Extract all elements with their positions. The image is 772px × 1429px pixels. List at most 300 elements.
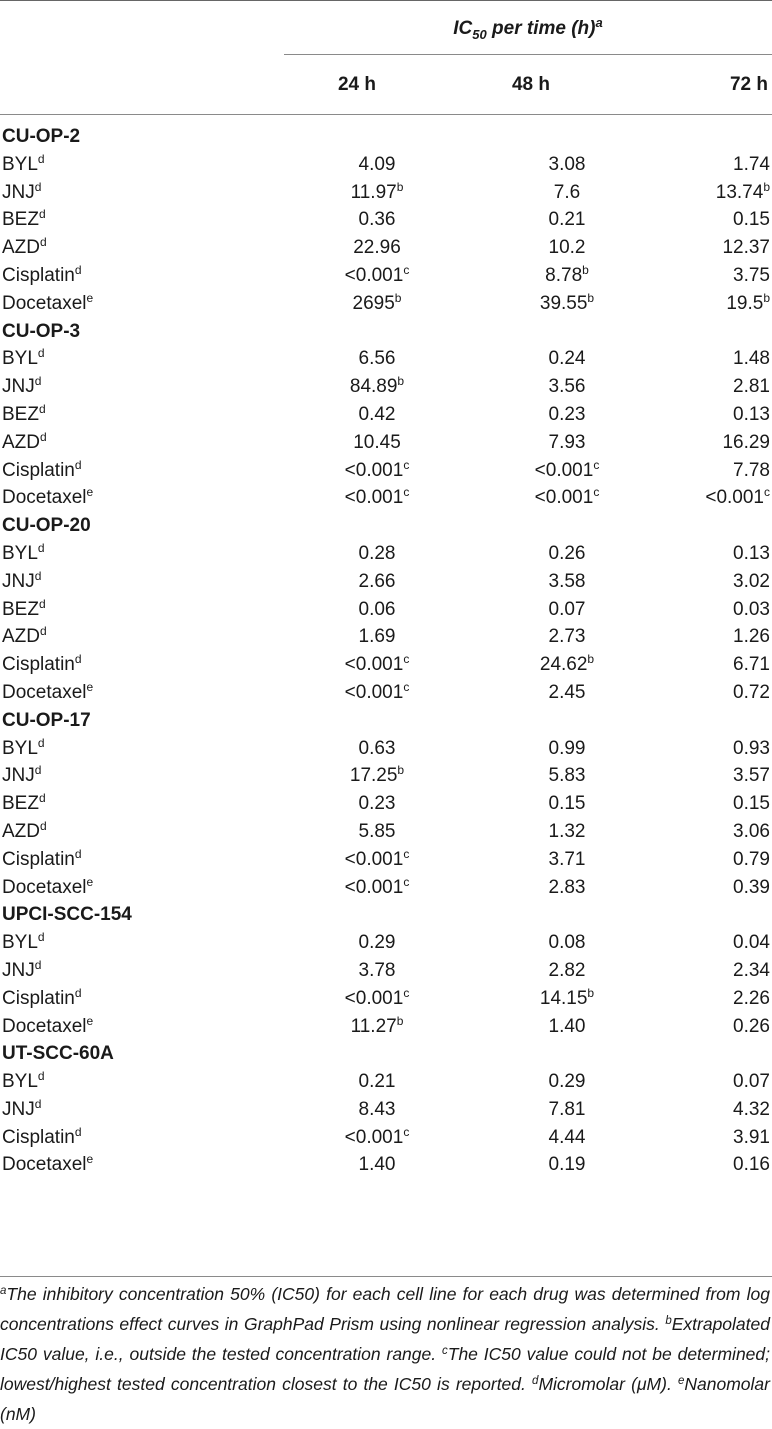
ic50-value: 3.06: [733, 820, 770, 842]
table-bottom-rule: [0, 1276, 772, 1277]
ic50-value: 3.58: [548, 570, 586, 592]
footnote-mark: b: [665, 1315, 672, 1327]
value-footnote-mark: b: [587, 290, 595, 305]
value-footnote-mark: b: [587, 652, 595, 667]
value-cell: [282, 985, 472, 1013]
ic50-value: 4.32: [733, 1098, 770, 1120]
table-body: [0, 123, 772, 1179]
value-cell: [282, 373, 472, 401]
ic50-value: 6.56: [358, 348, 396, 370]
section-row: [0, 123, 772, 151]
ic50-value: 2.66: [358, 570, 396, 592]
value-footnote-mark: b: [763, 290, 770, 305]
drug-label: [0, 345, 282, 373]
ic50-value: 11.97: [350, 181, 397, 203]
ic50-value: 3.08: [548, 153, 586, 175]
value-cell: [282, 651, 472, 679]
ic50-value: <0.001: [344, 487, 404, 509]
table-row: [0, 401, 772, 429]
drug-name: AZD: [2, 431, 40, 453]
table-row: [0, 790, 772, 818]
ic50-value: 6.71: [733, 654, 770, 676]
unit-footnote-mark: d: [34, 957, 42, 972]
drug-label: [0, 623, 282, 651]
ic50-value: 7.78: [733, 459, 770, 481]
value-cell: [282, 1151, 472, 1179]
unit-footnote-mark: d: [37, 346, 45, 361]
value-cell: [472, 762, 662, 790]
ic50-value: 2.73: [548, 626, 586, 648]
drug-label: [0, 790, 282, 818]
unit-footnote-mark: d: [74, 457, 82, 472]
table-row: [0, 290, 772, 318]
section-row: [0, 901, 772, 929]
ic50-value: <0.001: [344, 876, 404, 898]
ic50-value: 0.13: [733, 403, 770, 425]
drug-name: JNJ: [2, 765, 35, 787]
value-cell: [662, 373, 772, 401]
section-row: [0, 1040, 772, 1068]
value-cell: [282, 1068, 472, 1096]
drug-label: [0, 651, 282, 679]
ic50-value: 7.81: [548, 1098, 586, 1120]
ic50-value: 0.79: [733, 848, 770, 870]
drug-name: JNJ: [2, 959, 35, 981]
table-row: [0, 262, 772, 290]
value-cell: [662, 401, 772, 429]
value-footnote-mark: c: [593, 457, 600, 472]
unit-footnote-mark: d: [74, 652, 82, 667]
value-cell: [282, 1013, 472, 1041]
table-row: [0, 373, 772, 401]
value-cell: [282, 790, 472, 818]
table-row: [0, 1096, 772, 1124]
value-cell: [662, 206, 772, 234]
ic50-value: 0.63: [358, 737, 396, 759]
value-cell: [662, 1096, 772, 1124]
value-cell: [472, 1013, 662, 1041]
footnote-mark: e: [677, 1375, 685, 1387]
value-cell: [282, 596, 472, 624]
drug-label: [0, 234, 282, 262]
ic50-value: <0.001: [344, 848, 404, 870]
ic50-value: 0.15: [733, 793, 770, 815]
unit-footnote-mark: d: [38, 596, 46, 611]
value-cell: [472, 735, 662, 763]
ic50-value: 0.26: [733, 1015, 770, 1037]
ic50-value: 1.48: [733, 348, 770, 370]
value-cell: [472, 540, 662, 568]
ic50-value: <0.001: [534, 487, 594, 509]
value-cell: [662, 818, 772, 846]
top-rule: [0, 0, 772, 1]
unit-footnote-mark: d: [74, 846, 82, 861]
ic50-value: 10.45: [353, 431, 401, 453]
value-cell: [662, 262, 772, 290]
value-cell: [282, 818, 472, 846]
drug-name: Docetaxel: [2, 487, 87, 509]
value-cell: [472, 179, 662, 207]
drug-label: [0, 429, 282, 457]
drug-name: JNJ: [2, 376, 35, 398]
value-footnote-mark: c: [403, 874, 410, 889]
table-row: [0, 179, 772, 207]
footnote-text: Micromolar (μM).: [538, 1374, 678, 1394]
unit-footnote-mark: e: [86, 1152, 94, 1167]
ic50-value: 17.25: [349, 765, 398, 787]
value-cell: [472, 290, 662, 318]
value-cell: [472, 929, 662, 957]
ic50-value: 0.99: [548, 737, 586, 759]
value-cell: [282, 179, 472, 207]
value-footnote-mark: b: [763, 179, 770, 194]
drug-label: [0, 151, 282, 179]
unit-footnote-mark: d: [74, 985, 82, 1000]
drug-label: [0, 596, 282, 624]
ic50-value: <0.001: [344, 1126, 404, 1148]
value-cell: [662, 790, 772, 818]
ic50-value: 0.16: [733, 1154, 770, 1176]
ic50-value: 1.40: [358, 1154, 396, 1176]
data-table: [0, 123, 772, 1179]
ic50-value: <0.001: [344, 654, 404, 676]
value-cell: [282, 957, 472, 985]
cell-line-name: CU-OP-17: [2, 709, 91, 731]
ic50-value: 0.39: [733, 876, 770, 898]
ic50-value: 2.34: [733, 959, 770, 981]
ic50-value: 8.78: [545, 264, 583, 286]
value-footnote-mark: c: [764, 485, 770, 500]
ic50-value: 39.55: [539, 292, 588, 314]
value-cell: [662, 484, 772, 512]
unit-footnote-mark: d: [34, 374, 42, 389]
ic50-value: 2.82: [548, 959, 586, 981]
section-row: [0, 318, 772, 346]
table-row: [0, 735, 772, 763]
ic50-value: 0.19: [548, 1154, 586, 1176]
ic50-value: 84.89: [349, 376, 398, 398]
ic50-value: 1.26: [733, 626, 770, 648]
footnote-mark: c: [442, 1345, 448, 1357]
drug-name: Docetaxel: [2, 292, 87, 314]
ic50-value: 0.72: [733, 681, 770, 703]
value-cell: [472, 568, 662, 596]
drug-name: Cisplatin: [2, 264, 75, 286]
value-cell: [472, 484, 662, 512]
unit-footnote-mark: d: [40, 624, 47, 639]
ic50-value: 8.43: [358, 1098, 396, 1120]
value-cell: [282, 1124, 472, 1152]
unit-footnote-mark: d: [38, 207, 46, 222]
ic50-value: 3.78: [358, 959, 396, 981]
drug-name: BYL: [2, 348, 38, 370]
drug-name: Docetaxel: [2, 681, 87, 703]
value-cell: [662, 234, 772, 262]
ic50-value: 2.81: [733, 376, 770, 398]
drug-name: BEZ: [2, 209, 39, 231]
drug-name: Docetaxel: [2, 1154, 87, 1176]
unit-footnote-mark: d: [34, 763, 42, 778]
value-cell: [662, 457, 772, 485]
cell-line-name: CU-OP-2: [2, 126, 81, 147]
unit-footnote-mark: d: [37, 1069, 45, 1084]
cell-line-name: CU-OP-3: [2, 320, 81, 342]
ic50-value: 3.02: [733, 570, 770, 592]
table-row: [0, 1068, 772, 1096]
drug-name: BYL: [2, 1071, 38, 1093]
drug-name: AZD: [2, 626, 40, 648]
value-cell: [472, 373, 662, 401]
unit-footnote-mark: e: [86, 290, 94, 305]
value-cell: [662, 651, 772, 679]
ic50-value: 2.83: [548, 876, 586, 898]
table-row: [0, 345, 772, 373]
unit-footnote-mark: d: [37, 735, 45, 750]
value-cell: [472, 818, 662, 846]
value-cell: [282, 345, 472, 373]
ic50-value: 0.36: [358, 209, 396, 231]
unit-footnote-mark: d: [74, 1124, 82, 1139]
value-cell: [472, 623, 662, 651]
value-cell: [662, 679, 772, 707]
value-cell: [282, 679, 472, 707]
value-cell: [472, 206, 662, 234]
unit-footnote-mark: d: [38, 791, 46, 806]
ic50-value: 0.04: [733, 932, 770, 954]
drug-label: [0, 846, 282, 874]
table-row: [0, 568, 772, 596]
ic50-value: 3.71: [548, 848, 586, 870]
drug-name: JNJ: [2, 570, 35, 592]
value-footnote-mark: c: [403, 985, 410, 1000]
value-cell: [282, 1096, 472, 1124]
drug-name: BYL: [2, 542, 38, 564]
value-cell: [662, 596, 772, 624]
value-cell: [472, 1151, 662, 1179]
table-row: [0, 484, 772, 512]
drug-label: [0, 457, 282, 485]
unit-footnote-mark: d: [38, 401, 46, 416]
ic50-value: 4.09: [358, 153, 396, 175]
group-header-subscript: 50: [472, 26, 487, 42]
value-cell: [282, 457, 472, 485]
value-cell: [282, 623, 472, 651]
value-cell: [282, 540, 472, 568]
ic50-value: <0.001: [344, 264, 404, 286]
ic50-value: 0.29: [358, 932, 396, 954]
ic50-value: 0.23: [548, 403, 586, 425]
value-cell: [662, 1124, 772, 1152]
value-footnote-mark: b: [397, 374, 405, 389]
unit-footnote-mark: d: [40, 429, 47, 444]
value-cell: [282, 929, 472, 957]
drug-name: Cisplatin: [2, 848, 75, 870]
value-cell: [472, 846, 662, 874]
drug-label: [0, 1151, 282, 1179]
value-cell: [662, 762, 772, 790]
value-footnote-mark: b: [394, 290, 402, 305]
unit-footnote-mark: d: [34, 179, 42, 194]
drug-label: [0, 985, 282, 1013]
ic50-value: 0.06: [358, 598, 396, 620]
value-cell: [662, 957, 772, 985]
cell-line-name: CU-OP-20: [2, 515, 91, 537]
value-cell: [662, 429, 772, 457]
ic50-value: 1.74: [733, 153, 770, 175]
drug-label: [0, 957, 282, 985]
ic50-value: 3.56: [548, 376, 586, 398]
value-cell: [662, 985, 772, 1013]
table-row: [0, 596, 772, 624]
drug-name: Docetaxel: [2, 1015, 87, 1037]
ic50-value: 0.26: [548, 542, 586, 564]
value-cell: [282, 874, 472, 902]
header-subrule: [284, 54, 772, 55]
value-cell: [282, 206, 472, 234]
drug-label: [0, 762, 282, 790]
ic50-value: 7.6: [553, 181, 581, 203]
cell-line-name: UT-SCC-60A: [2, 1043, 114, 1065]
value-cell: [472, 345, 662, 373]
ic50-value: 0.28: [358, 542, 396, 564]
ic50-value: 16.29: [722, 431, 770, 453]
unit-footnote-mark: d: [37, 151, 45, 166]
drug-name: Cisplatin: [2, 987, 75, 1009]
table-row: [0, 818, 772, 846]
ic50-value: 2.26: [733, 987, 770, 1009]
table-row: [0, 985, 772, 1013]
value-cell: [282, 290, 472, 318]
value-cell: [472, 1124, 662, 1152]
drug-name: JNJ: [2, 181, 35, 203]
table-row: [0, 234, 772, 262]
group-header-main: IC: [453, 18, 473, 39]
value-footnote-mark: c: [403, 679, 410, 694]
ic50-value: 0.07: [548, 598, 586, 620]
value-cell: [662, 874, 772, 902]
value-cell: [282, 151, 472, 179]
value-cell: [662, 929, 772, 957]
footnote-mark: a: [0, 1285, 7, 1297]
value-footnote-mark: c: [403, 262, 410, 277]
value-cell: [662, 345, 772, 373]
ic50-value: 0.93: [733, 737, 770, 759]
drug-name: BEZ: [2, 403, 39, 425]
value-cell: [472, 457, 662, 485]
table-row: [0, 1151, 772, 1179]
value-footnote-mark: c: [403, 485, 410, 500]
unit-footnote-mark: d: [40, 818, 47, 833]
value-cell: [472, 957, 662, 985]
drug-label: [0, 929, 282, 957]
ic50-value: 1.32: [548, 820, 586, 842]
value-footnote-mark: b: [582, 262, 589, 277]
unit-footnote-mark: d: [37, 930, 45, 945]
ic50-value: 4.44: [548, 1126, 586, 1148]
value-cell: [282, 735, 472, 763]
drug-label: [0, 290, 282, 318]
value-cell: [662, 735, 772, 763]
value-cell: [282, 262, 472, 290]
ic50-value: 0.03: [733, 598, 770, 620]
ic50-value: 11.27: [350, 1015, 397, 1037]
ic50-value: 0.21: [548, 209, 586, 231]
drug-name: BYL: [2, 153, 38, 175]
footnote-text: Nanomolar (nM): [0, 1374, 770, 1424]
drug-label: [0, 818, 282, 846]
ic50-value: 14.15: [539, 987, 588, 1009]
group-header-superscript: a: [595, 15, 603, 30]
value-cell: [472, 985, 662, 1013]
value-cell: [662, 540, 772, 568]
ic50-value: 0.15: [733, 209, 770, 231]
value-cell: [662, 846, 772, 874]
footnote-mark: d: [532, 1375, 539, 1387]
ic50-value: <0.001: [705, 487, 764, 509]
drug-name: BYL: [2, 737, 38, 759]
ic50-value: 0.08: [548, 932, 586, 954]
unit-footnote-mark: d: [34, 1096, 42, 1111]
table-row: [0, 679, 772, 707]
ic50-value: 1.40: [548, 1015, 586, 1037]
value-cell: [472, 651, 662, 679]
ic50-value: 10.2: [548, 237, 586, 259]
value-cell: [472, 262, 662, 290]
value-cell: [472, 429, 662, 457]
value-cell: [662, 179, 772, 207]
value-cell: [472, 151, 662, 179]
group-header-rest: per time (h): [486, 18, 596, 39]
unit-footnote-mark: d: [34, 568, 42, 583]
footnote-text: The IC50 value could not be determined; lowest/highest tested concentration closest to the IC50 is reported.: [0, 1344, 771, 1394]
value-cell: [662, 151, 772, 179]
table-row: [0, 762, 772, 790]
table-row: [0, 1124, 772, 1152]
unit-footnote-mark: e: [86, 1013, 94, 1028]
ic50-value: <0.001: [534, 459, 594, 481]
column-header-72h: 72 h: [729, 74, 768, 95]
ic50-value: 0.42: [358, 403, 396, 425]
value-footnote-mark: c: [403, 1124, 410, 1139]
drug-label: [0, 735, 282, 763]
ic50-value: 0.24: [548, 348, 586, 370]
section-row: [0, 707, 772, 735]
ic50-value: 0.29: [548, 1071, 586, 1093]
value-cell: [282, 234, 472, 262]
drug-name: BEZ: [2, 793, 39, 815]
value-cell: [472, 596, 662, 624]
ic50-value: 0.13: [733, 542, 770, 564]
table-row: [0, 957, 772, 985]
ic50-value: 12.37: [722, 237, 770, 259]
drug-label: [0, 540, 282, 568]
value-footnote-mark: b: [397, 763, 405, 778]
table-row: [0, 874, 772, 902]
drug-label: [0, 401, 282, 429]
drug-label: [0, 679, 282, 707]
drug-label: [0, 179, 282, 207]
ic50-value: <0.001: [344, 459, 404, 481]
value-cell: [662, 1068, 772, 1096]
ic50-value: 19.5: [726, 292, 764, 314]
drug-name: Docetaxel: [2, 876, 87, 898]
unit-footnote-mark: e: [86, 874, 94, 889]
ic50-value: 0.23: [358, 793, 396, 815]
group-header: [284, 15, 772, 48]
value-cell: [282, 484, 472, 512]
table-row: [0, 540, 772, 568]
drug-label: [0, 1068, 282, 1096]
